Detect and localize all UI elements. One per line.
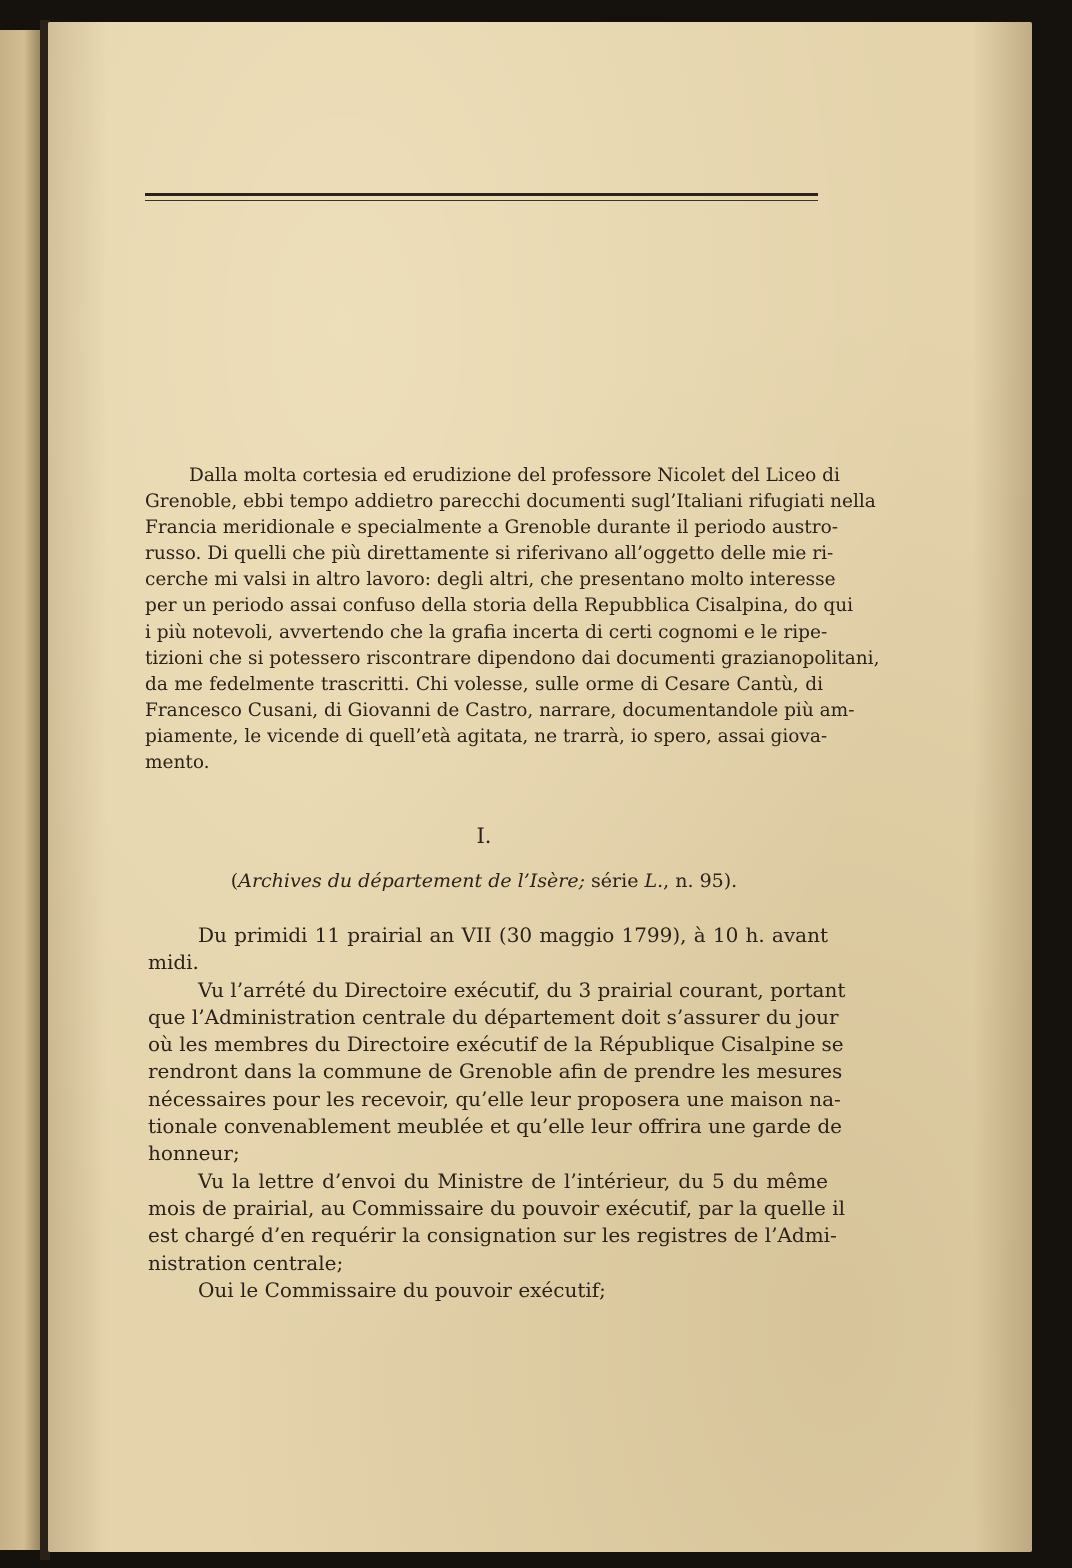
- intro-line: Francia meridionale e specialmente a Grenoble durante il periodo austro-: [145, 517, 838, 539]
- intro-paragraph: [145, 463, 880, 776]
- decree-line: honneur;: [148, 1141, 240, 1166]
- decree-line: Oui le Commissaire du pouvoir exécutif;: [198, 1277, 606, 1302]
- decree-line: nistration centrale;: [148, 1250, 344, 1275]
- section-number: I.: [476, 824, 492, 848]
- document-page: [48, 22, 1032, 1552]
- source-series-letter: L.: [644, 870, 664, 892]
- decree-line: Vu la lettre d’envoi du Ministre de l’intérieur, du 5 du même: [198, 1168, 828, 1193]
- intro-line: russo. Di quelli che più direttamente si riferivano all’oggetto delle mie ri-: [145, 543, 834, 565]
- intro-line: per un periodo assai confuso della storia della Repubblica Cisalpina, do qui: [145, 595, 854, 617]
- intro-line: piamente, le vicende di quell’età agitata, ne trarrà, io spero, assai giova-: [145, 725, 828, 747]
- source-series: série: [585, 870, 645, 892]
- source-archive-title: Archives du département de l’Isère;: [238, 870, 586, 892]
- source-open: (: [230, 870, 239, 892]
- intro-line: da me fedelmente trascritti. Chi volesse, sulle orme di Cesare Cantù, di: [145, 673, 823, 695]
- decree-line: que l’Administration centrale du département doit s’assurer du jour: [148, 1004, 839, 1029]
- decree-line: Vu l’arrété du Directoire exécutif, du 3 prairial courant, portant: [198, 977, 846, 1002]
- decree-line: mois de prairial, au Commissaire du pouvoir exécutif, par la quelle il: [148, 1195, 846, 1220]
- decree-line: tionale convenablement meublée et qu’elle leur offrira une garde de: [148, 1114, 843, 1139]
- archive-source: [145, 870, 823, 892]
- source-number: , n. 95).: [663, 870, 738, 892]
- decree-line: rendront dans la commune de Grenoble afin de prendre les mesures: [148, 1059, 843, 1084]
- decree-line: où les membres du Directoire exécutif de la République Cisalpine se: [148, 1032, 844, 1057]
- intro-line: i più notevoli, avvertendo che la grafia incerta di certi cognomi e le ripe-: [145, 621, 828, 643]
- decree-line: midi.: [148, 950, 199, 975]
- intro-line: tizioni che si potessero riscontrare dipendono dai documenti grazianopolitani,: [145, 647, 880, 669]
- decree-text: [148, 922, 846, 1304]
- intro-line: Francesco Cusani, di Giovanni de Castro, narrare, documentandole più am-: [145, 699, 855, 721]
- decree-line: Du primidi 11 prairial an VII (30 maggio 1799), à 10 h. avant: [198, 923, 828, 947]
- header-rule-thin: [145, 200, 818, 201]
- decree-line: nécessaires pour les recevoir, qu’elle leur proposera une maison na-: [148, 1086, 841, 1111]
- intro-line: Grenoble, ebbi tempo addietro parecchi documenti sugl’Italiani rifugiati nella: [145, 491, 876, 513]
- intro-line: cerche mi valsi in altro lavoro: degli altri, che presentano molto interesse: [145, 569, 836, 591]
- facing-page-edge: [0, 30, 40, 1550]
- intro-line: Dalla molta cortesia ed erudizione del professore Nicolet del Liceo di: [189, 465, 840, 486]
- header-rule-thick: [145, 193, 818, 196]
- decree-line: est chargé d’en requérir la consignation sur les registres de l’Admi-: [148, 1223, 837, 1248]
- intro-line: mento.: [145, 752, 210, 774]
